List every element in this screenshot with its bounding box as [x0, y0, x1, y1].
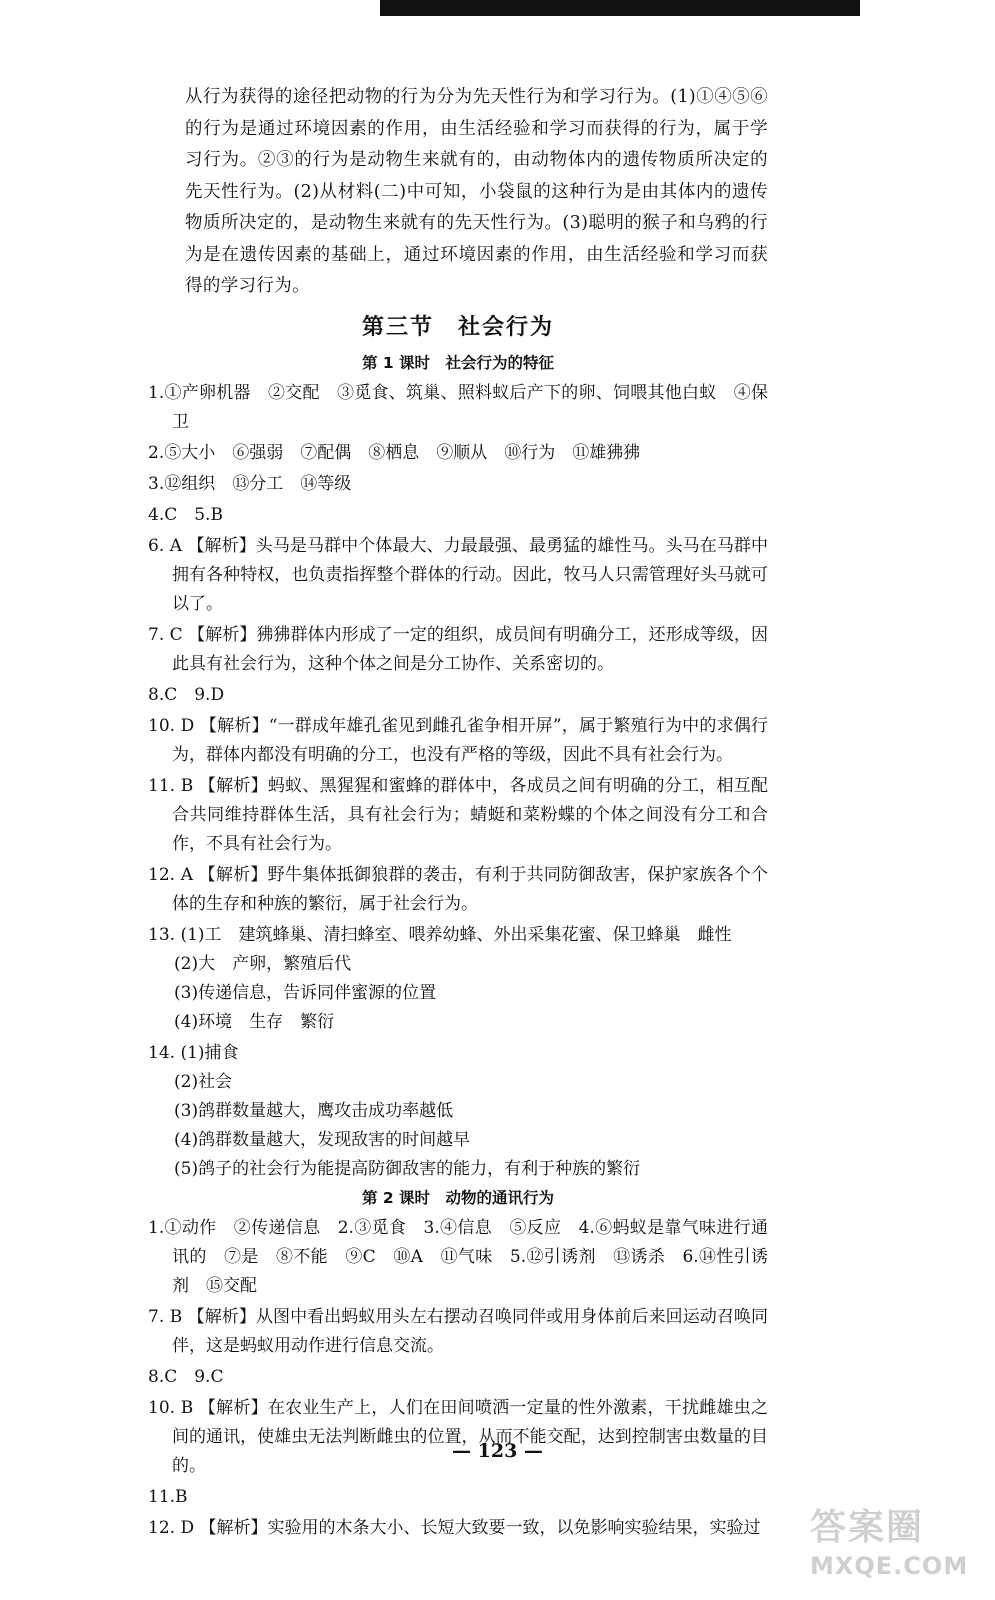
answer-item [148, 470, 768, 499]
answer-item [148, 439, 768, 468]
answer-item [148, 1303, 768, 1361]
answer-text: 1.①动作 ②传递信息 2.③觅食 3.④信息 ⑤反应 4.⑥蚂蚁是靠气味进行通讯的 ⑦是 ⑧不能 ⑨C ⑩A ⑪气味 5.⑫引诱剂 ⑬诱杀 6.⑭性引诱剂 ⑮交配 [148, 1217, 768, 1296]
answer-subpart: (3)鸽群数量越大，鹰攻击成功率越低 [174, 1100, 454, 1121]
answer-text: 12. D 【解析】实验用的木条大小、长短大致要一致，以免影响实验结果，实验过 [148, 1517, 761, 1538]
answer-subpart: (2)大 产卵，繁殖后代 [174, 953, 352, 974]
answer-text: 14. (1)捕食 [148, 1042, 239, 1063]
answer-text: 1.①产卵机器 ②交配 ③觅食、筑巢、照料蚁后产下的卵、饲喂其他白蚁 ④保卫 [148, 382, 768, 432]
answer-item [148, 712, 768, 770]
lesson2-title: 第 2 课时 动物的通讯行为 [361, 1188, 555, 1207]
answer-text: 11.B [148, 1486, 188, 1507]
watermark-url: MXQE.COM [810, 1552, 969, 1580]
answer-text: 8.C 9.C [148, 1366, 224, 1387]
section-title: 第三节 社会行为 [361, 314, 554, 340]
answer-text: 2.⑤大小 ⑥强弱 ⑦配偶 ⑧栖息 ⑨顺从 ⑩行为 ⑪雄狒狒 [148, 442, 641, 463]
answer-item [148, 501, 768, 530]
answer-item [148, 1363, 768, 1392]
answer-text: 10. D 【解析】“一群成年雄孔雀见到雌孔雀争相开屏”，属于繁殖行为中的求偶行为，群体内都没有明确的分工，也没有严格的等级，因此不具有社会行为。 [148, 715, 768, 765]
answer-item [148, 861, 768, 919]
answer-subpart: (5)鸽子的社会行为能提高防御敌害的能力，有利于种族的繁衍 [174, 1158, 641, 1179]
answer-text: 3.⑫组织 ⑬分工 ⑭等级 [148, 473, 352, 494]
answer-text: 7. C 【解析】狒狒群体内形成了一定的组织，成员间有明确分工，还形成等级，因此具有社会行为，这种个体之间是分工协作、关系密切的。 [148, 624, 768, 674]
answer-text: 6. A 【解析】头马是马群中个体最大、力最最强、最勇猛的雄性马。头马在马群中拥有各种特权，也负责指挥整个群体的行动。因此，牧马人只需管理好头马就可以了。 [148, 535, 768, 614]
answer-item [148, 379, 768, 437]
site-watermark [810, 1505, 975, 1595]
intro-paragraph: 从行为获得的途径把动物的行为分为先天性行为和学习行为。(1)①④⑤⑥的行为是通过环境因素的作用，由生活经验和学习而获得的行为，属于学习行为。②③的行为是动物生来就有的，由动物体内的遗传物质所决定的先天性行为。(2)从材料(二)中可知，小袋鼠的这种行为是由其体内的遗传物质所决定的，是动物生来就有的先天性行为。(3)聪明的猴子和乌鸦的行为是在遗传因素的基础上，通过环境因素的作用，由生活经验和学习而获得的学习行为。 [185, 87, 768, 296]
answer-item [148, 1039, 768, 1184]
answer-item [148, 921, 768, 1037]
answer-subpart: (4)鸽群数量越大，发现敌害的时间越早 [174, 1129, 471, 1150]
lesson1-title: 第 1 课时 社会行为的特征 [361, 353, 555, 372]
answer-subpart: (2)社会 [174, 1071, 233, 1092]
answer-item [148, 681, 768, 710]
lesson1-answer-list [148, 379, 768, 1184]
answer-item [148, 1214, 768, 1301]
answer-item [148, 1514, 768, 1543]
answer-text: 13. (1)工 建筑蜂巢、清扫蜂室、喂养幼蜂、外出采集花蜜、保卫蜂巢 雌性 [148, 924, 732, 945]
answer-item [148, 532, 768, 619]
answer-page [148, 82, 768, 1545]
answer-item [148, 772, 768, 859]
answer-text: 10. B 【解析】在农业生产上，人们在田间喷洒一定量的性外激素，干扰雌雄虫之间的通讯，使雄虫无法判断雌虫的位置，从而不能交配，达到控制害虫数量的目的。 [148, 1397, 768, 1476]
scan-edge-bar [380, 0, 860, 16]
answer-item [148, 1394, 768, 1481]
answer-subpart: (4)环境 生存 繁衍 [174, 1011, 335, 1032]
answer-text: 8.C 9.D [148, 684, 225, 705]
answer-subpart: (3)传递信息，告诉同伴蜜源的位置 [174, 982, 437, 1003]
lesson2-answer-list [148, 1214, 768, 1543]
watermark-logo-text: 答案圈 [810, 1507, 925, 1548]
page-number: — 123 — [452, 1440, 543, 1462]
answer-text: 7. B 【解析】从图中看出蚂蚁用头左右摆动召唤同伴或用身体前后来回运动召唤同伴，这是蚂蚁用动作进行信息交流。 [148, 1306, 768, 1356]
answer-text: 4.C 5.B [148, 504, 223, 525]
answer-item [148, 621, 768, 679]
answer-text: 11. B 【解析】蚂蚁、黑猩猩和蜜蜂的群体中，各成员之间有明确的分工，相互配合共同维持群体生活，具有社会行为；蜻蜓和菜粉蝶的个体之间没有分工和合作，不具有社会行为。 [148, 775, 768, 854]
answer-item [148, 1483, 768, 1512]
answer-text: 12. A 【解析】野牛集体抵御狼群的袭击，有利于共同防御敌害，保护家族各个个体的生存和种族的繁衍，属于社会行为。 [148, 864, 768, 914]
